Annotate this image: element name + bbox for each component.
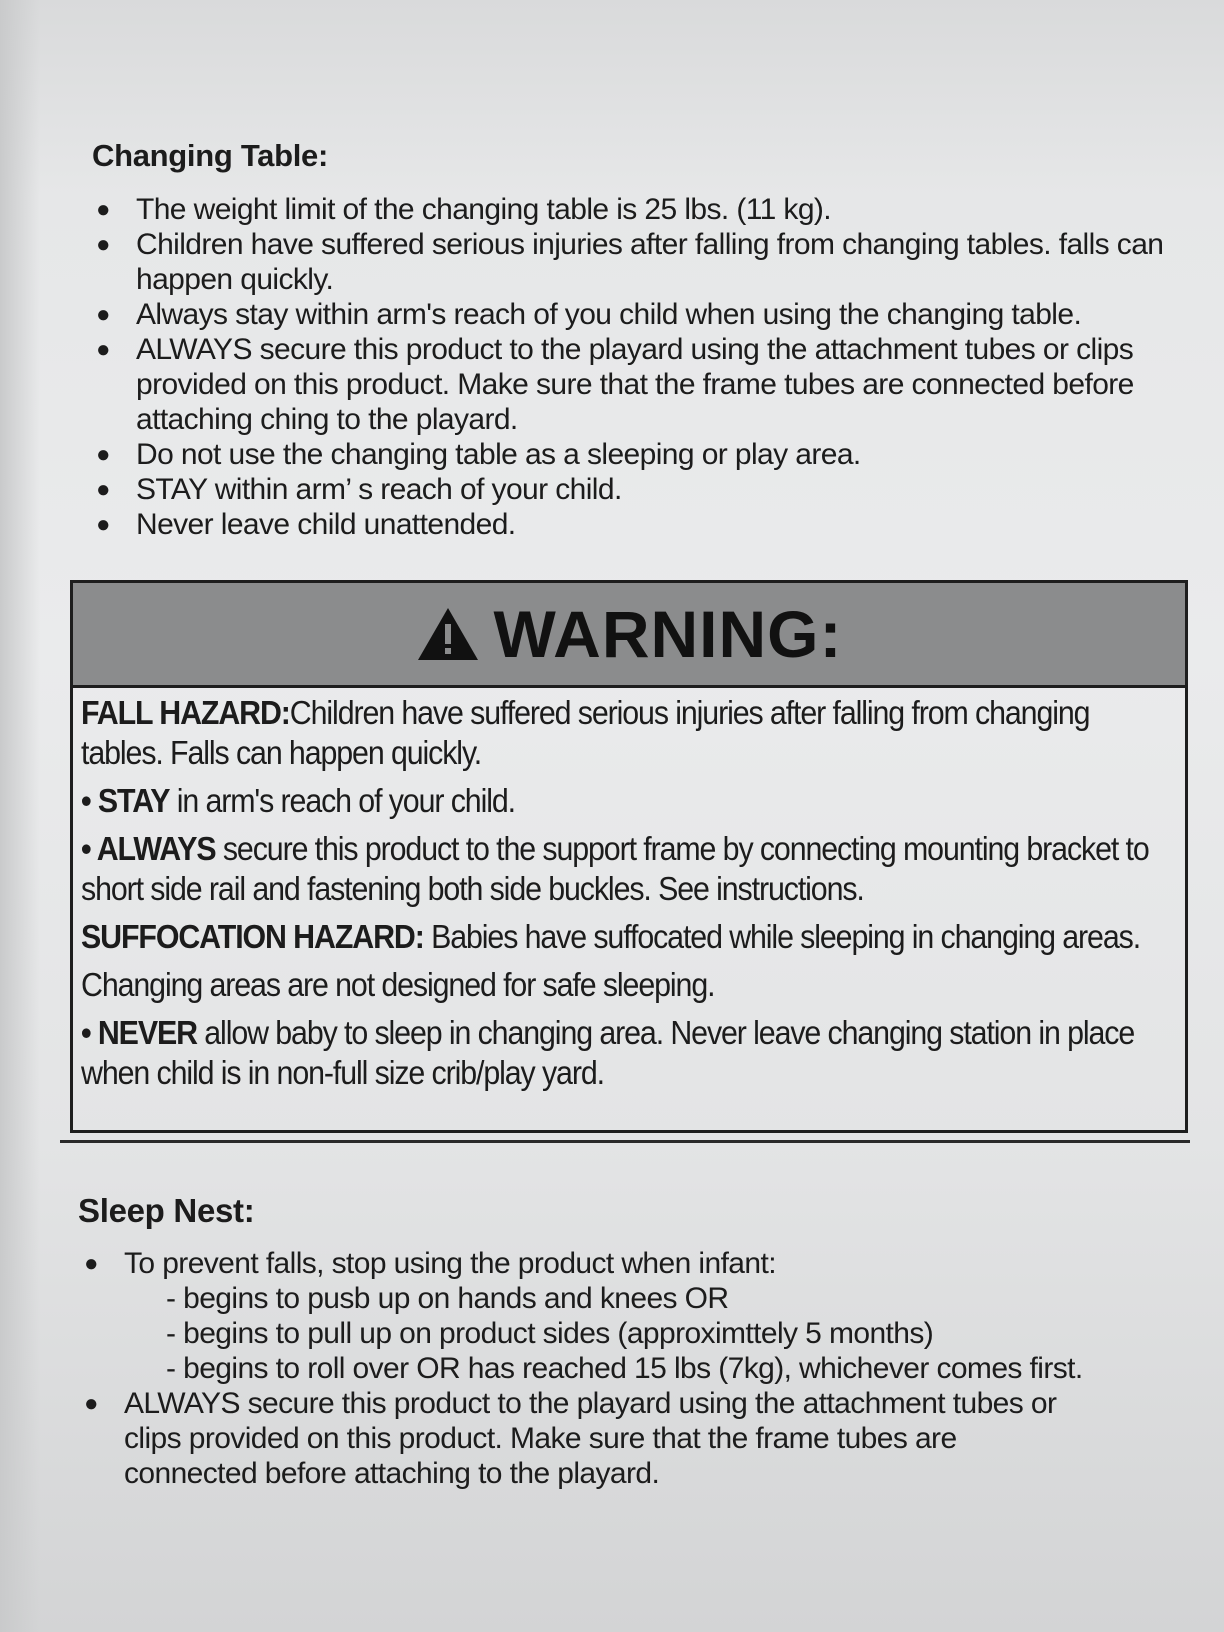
list-item: ● ALWAYS secure this product to the playard using the attachment tubes or clips provided on this product. Make sure that the frame tubes are connected before attaching ching to the playard. (96, 333, 1134, 436)
sub-list-item: - begins to pull up on product sides (approximttely 5 months) (166, 1317, 934, 1350)
list-item: ● Always stay within arm's reach of you child when using the changing table. (96, 298, 1082, 331)
list-item: ● ALWAYS secure this product to the playard using the attachment tubes or clips provided on this product. Make sure that the frame tubes are connected before attaching to the playard. (84, 1387, 1057, 1490)
list-item: ● The weight limit of the changing table is 25 lbs. (11 kg). (96, 193, 832, 226)
fall-hazard-paragraph: FALL HAZARD:Children have suffered serious injuries after falling from changing tables. Falls can happen quickly. (81, 694, 1090, 771)
always-paragraph: • ALWAYS secure this product to the support frame by connecting mounting bracket to short side rail and fastening both side buckles. See instructions. (81, 830, 1149, 907)
warning-triangle-icon (416, 606, 480, 662)
page-edge-shadow (0, 0, 40, 1632)
suffocation-paragraph: SUFFOCATION HAZARD: Babies have suffocated while sleeping in changing areas. (81, 918, 1141, 955)
sleep-nest-heading: Sleep Nest: (78, 1192, 255, 1229)
sleep-nest-sublist (124, 1281, 1090, 1386)
list-item: ● STAY within arm’ s reach of your child. (96, 473, 622, 506)
warning-box (70, 580, 1188, 1133)
fall-hazard-label: FALL HAZARD: (81, 694, 290, 731)
list-item: ● Do not use the changing table as a sleeping or play area. (96, 438, 861, 471)
warning-title: WARNING: (493, 597, 843, 671)
warning-bottom-rule (60, 1140, 1190, 1143)
list-item: ● To prevent falls, stop using the product when infant: - begins to pusb up on hands and knees OR - begins to pull up on product sides (approximttely 5 months) - begins to roll over OR has reached 15 lbs (7kg), whichever comes first. (80, 1246, 1090, 1386)
sub-list-item: - begins to pusb up on hands and knees OR (166, 1282, 729, 1315)
suffocation-label: SUFFOCATION HAZARD: (81, 918, 424, 955)
sub-list-item: - begins to roll over OR has reached 15 lbs (7kg), whichever comes first. (166, 1352, 1083, 1385)
stay-paragraph: • STAY in arm's reach of your child. (81, 782, 515, 819)
never-label: • NEVER (81, 1014, 197, 1051)
list-item: ● Children have suffered serious injuries after falling from changing tables. falls can happen quickly. (96, 228, 1164, 296)
always-label: • ALWAYS (81, 830, 216, 867)
warning-body (81, 693, 1171, 1101)
stay-label: • STAY (81, 782, 170, 819)
changing-table-list (92, 192, 1182, 542)
list-item: ● Never leave child unattended. (96, 508, 516, 541)
sleep-nest-list (80, 1246, 1090, 1491)
changing-table-heading: Changing Table: (92, 138, 329, 173)
warning-header (73, 583, 1185, 688)
never-paragraph: • NEVER allow baby to sleep in changing area. Never leave changing station in place when child is in non-full size crib/play yard. (81, 1014, 1135, 1091)
changing-areas-paragraph: Changing areas are not designed for safe sleeping. (81, 966, 715, 1003)
